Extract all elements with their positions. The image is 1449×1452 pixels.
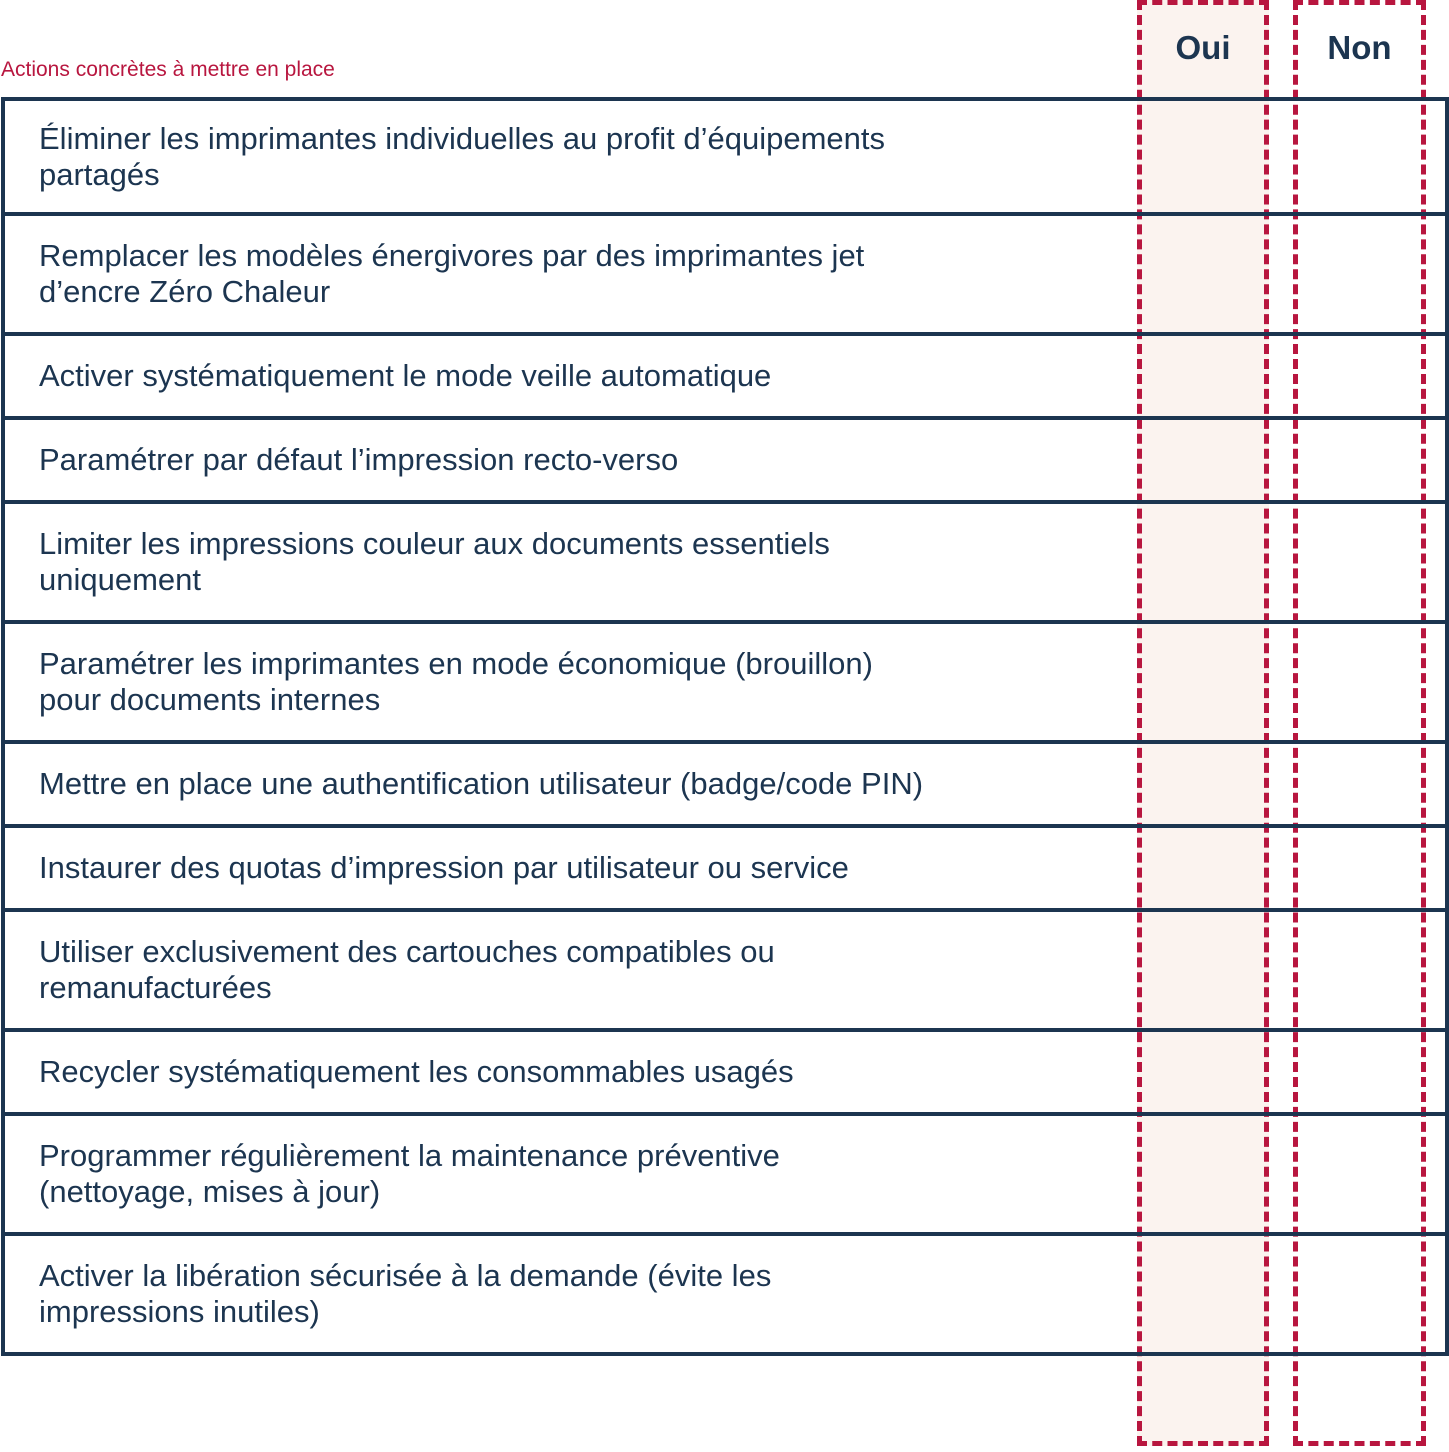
action-text bbox=[39, 1258, 1119, 1330]
action-row bbox=[1, 500, 1449, 624]
action-text-line: Activer la libération sécurisée à la demande (évite les bbox=[39, 1258, 772, 1293]
action-text bbox=[39, 766, 1119, 802]
action-text-line: (nettoyage, mises à jour) bbox=[39, 1174, 381, 1209]
action-text-line: Paramétrer par défaut l’impression recto-verso bbox=[39, 442, 679, 477]
section-label: Actions concrètes à mettre en place bbox=[1, 58, 335, 81]
action-text-line: Programmer régulièrement la maintenance préventive bbox=[39, 1138, 780, 1173]
action-text bbox=[39, 1054, 1119, 1090]
action-text-line: Remplacer les modèles énergivores par des imprimantes jet bbox=[39, 238, 865, 273]
action-text bbox=[39, 358, 1119, 394]
action-text-line: d’encre Zéro Chaleur bbox=[39, 274, 331, 309]
action-text-line: partagés bbox=[39, 157, 160, 192]
oui-header: Oui bbox=[1175, 29, 1231, 66]
action-row bbox=[1, 824, 1449, 912]
action-text-line: Paramétrer les imprimantes en mode économique (brouillon) bbox=[39, 646, 873, 681]
action-text-line: Activer systématiquement le mode veille automatique bbox=[39, 358, 772, 393]
action-text-line: Instaurer des quotas d’impression par utilisateur ou service bbox=[39, 850, 849, 885]
action-text-line: Mettre en place une authentification utilisateur (badge/code PIN) bbox=[39, 766, 924, 801]
action-text bbox=[39, 646, 1119, 718]
action-row bbox=[1, 332, 1449, 420]
action-row bbox=[1, 740, 1449, 828]
action-text-line: Recycler systématiquement les consommables usagés bbox=[39, 1054, 794, 1089]
action-row bbox=[1, 212, 1449, 336]
action-text bbox=[39, 1138, 1119, 1210]
action-text-line: remanufacturées bbox=[39, 970, 272, 1005]
action-text bbox=[39, 121, 1119, 193]
action-text-line: uniquement bbox=[39, 562, 202, 597]
action-text-line: pour documents internes bbox=[39, 682, 381, 717]
action-row bbox=[1, 1232, 1449, 1356]
action-row bbox=[1, 1028, 1449, 1116]
action-row bbox=[1, 97, 1449, 216]
action-text bbox=[39, 850, 1119, 886]
action-text bbox=[39, 934, 1119, 1006]
action-row bbox=[1, 908, 1449, 1032]
action-text bbox=[39, 526, 1119, 598]
non-header: Non bbox=[1327, 29, 1392, 66]
action-text-line: Utiliser exclusivement des cartouches compatibles ou bbox=[39, 934, 775, 969]
action-text-line: Limiter les impressions couleur aux documents essentiels bbox=[39, 526, 830, 561]
action-text bbox=[39, 238, 1119, 310]
action-row bbox=[1, 416, 1449, 504]
action-row bbox=[1, 1112, 1449, 1236]
action-text bbox=[39, 442, 1119, 478]
action-text-line: Éliminer les imprimantes individuelles au profit d’équipements bbox=[39, 121, 886, 156]
action-text-line: impressions inutiles) bbox=[39, 1294, 320, 1329]
action-row bbox=[1, 620, 1449, 744]
